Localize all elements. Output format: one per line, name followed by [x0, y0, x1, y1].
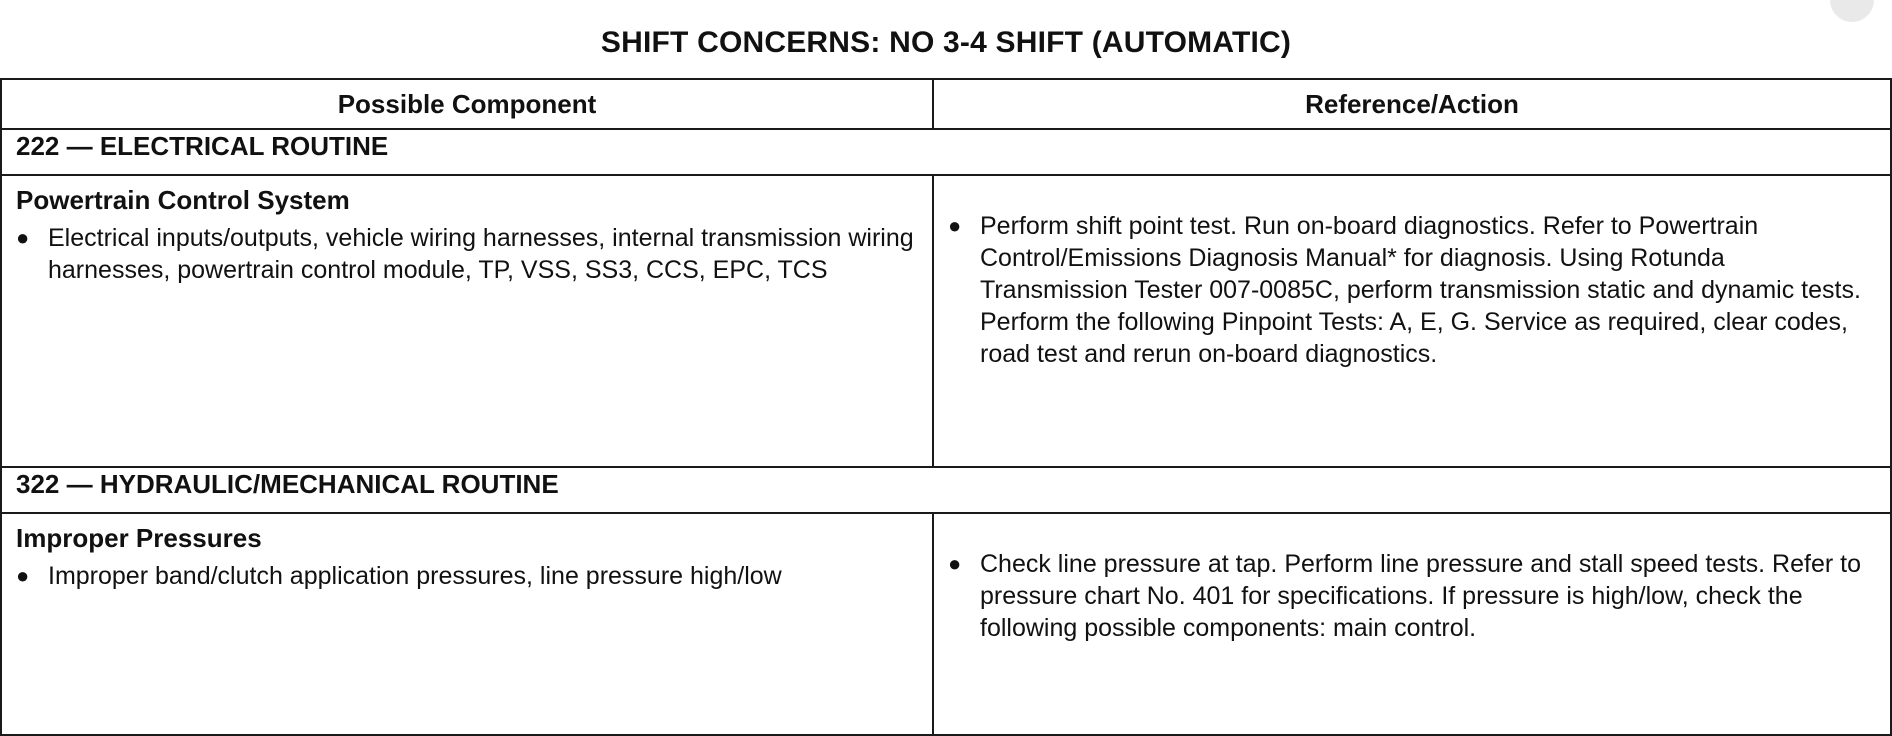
bullet-icon: ● — [948, 213, 962, 238]
list-item — [16, 560, 918, 592]
corner-decoration — [1830, 0, 1874, 22]
bullet-icon: ● — [948, 551, 962, 576]
routine-row-electrical — [1, 129, 1891, 175]
list-item — [948, 210, 1876, 370]
component-text: Improper band/clutch application pressures, line pressure high/low — [48, 562, 782, 590]
bullet-icon: ● — [16, 225, 30, 250]
diagnosis-table — [0, 78, 1892, 736]
page-title: SHIFT CONCERNS: NO 3-4 SHIFT (AUTOMATIC) — [600, 26, 1292, 59]
component-cell — [1, 175, 933, 467]
group-title: Improper Pressures — [16, 523, 262, 553]
list-item — [948, 548, 1876, 644]
table-row — [1, 175, 1891, 467]
table-row — [1, 513, 1891, 735]
action-cell — [933, 175, 1891, 467]
action-text: Perform shift point test. Run on-board diagnostics. Refer to Powertrain Control/Emissions Diagnosis Manual* for diagnosis. Using Rotunda Transmission Tester 007-0085C, perform transmission static and dynamic tests. Perform the following Pinpoint Tests: A, E, G. Service as required, clear codes, road test and rerun on-board diagnostics. — [980, 212, 1861, 368]
group-title: Powertrain Control System — [16, 185, 350, 215]
header-possible-component: Possible Component — [1, 79, 933, 129]
list-item — [16, 222, 918, 286]
table-header-row — [1, 79, 1891, 129]
component-cell — [1, 513, 933, 735]
routine-row-hydraulic — [1, 467, 1891, 513]
action-text: Check line pressure at tap. Perform line pressure and stall speed tests. Refer to pressure chart No. 401 for specifications. If pressure is high/low, check the following possible components: main control. — [980, 550, 1861, 642]
header-reference-action: Reference/Action — [933, 79, 1891, 129]
routine-label: 322 — HYDRAULIC/MECHANICAL ROUTINE — [1, 467, 1891, 513]
routine-label: 222 — ELECTRICAL ROUTINE — [1, 129, 1891, 175]
bullet-icon: ● — [16, 563, 30, 588]
component-text: Electrical inputs/outputs, vehicle wiring harnesses, internal transmission wiring harnesses, powertrain control module, TP, VSS, SS3, CCS, EPC, TCS — [48, 224, 914, 284]
action-cell — [933, 513, 1891, 735]
